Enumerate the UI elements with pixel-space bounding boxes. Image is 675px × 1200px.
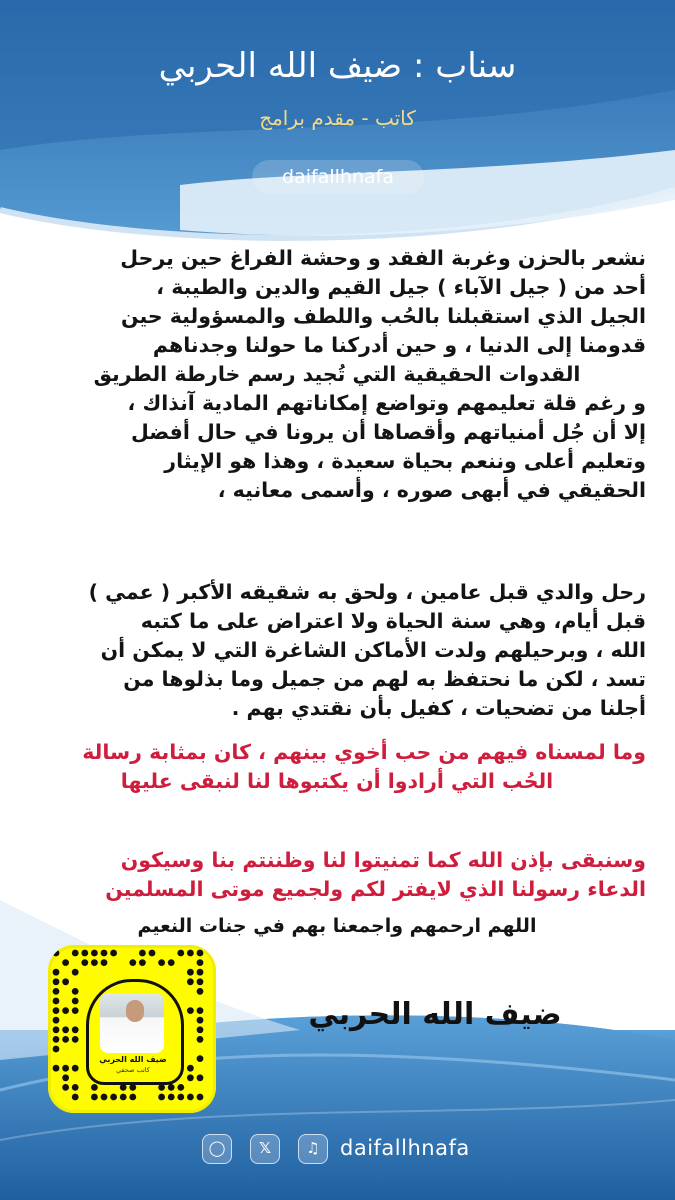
snapcode-dot bbox=[129, 1094, 136, 1101]
snapcode-dot bbox=[53, 1036, 60, 1043]
snapcode-dot bbox=[139, 959, 146, 966]
snapcode-dot bbox=[187, 1007, 194, 1014]
snapcode-dot bbox=[62, 959, 69, 966]
snapcode-dot bbox=[72, 1036, 79, 1043]
text-line: الدعاء رسولنا الذي لايفتر لكم ولجميع موتى المسلمين bbox=[105, 877, 646, 901]
snapcode-dot bbox=[158, 959, 165, 966]
page-subtitle: كاتب - مقدم برامج bbox=[259, 106, 416, 130]
snapcode-dot bbox=[177, 1094, 184, 1101]
snapcode-dot bbox=[53, 1046, 60, 1053]
snapcode-dot bbox=[72, 998, 79, 1005]
snapcode-dot bbox=[62, 978, 69, 985]
snapcode-dot bbox=[197, 1007, 204, 1014]
snapcode-dot bbox=[53, 988, 60, 995]
page-title: سناب : ضيف الله الحربي bbox=[158, 46, 517, 86]
text-line: قبل أيام، وهي سنة الحياة ولا اعتراض على ما كتبه bbox=[140, 609, 646, 633]
snapcode-dot bbox=[72, 1026, 79, 1033]
snapcode-dot bbox=[72, 988, 79, 995]
snapcode-dot bbox=[62, 1084, 69, 1091]
snapcode-dot bbox=[197, 978, 204, 985]
text-line: الله ، وبرحيلهم ولدت الأماكن الشاغرة التي لا يمكن أن bbox=[100, 638, 646, 662]
snapcode-dot bbox=[197, 959, 204, 966]
snapcode-dot bbox=[187, 1074, 194, 1081]
snapcode-role: كاتب صحفي bbox=[116, 1066, 150, 1074]
paragraph-2 bbox=[28, 578, 646, 723]
text-line: الحقيقي في أبهى صوره ، وأسمى معانيه ، bbox=[217, 478, 646, 502]
snapcode-dot bbox=[197, 1026, 204, 1033]
snapcode-dot bbox=[110, 950, 117, 957]
text-line: وتعليم أعلى وننعم بحياة سعيدة ، وهذا هو الإيثار bbox=[164, 449, 646, 473]
text-line: رحل والدي قبل عامين ، ولحق به شقيقه الأكبر ( عمي ) bbox=[88, 580, 646, 604]
text-line: أجلنا من تضحيات ، كفيل بأن نقتدي بهم . bbox=[231, 696, 646, 720]
paragraph-4 bbox=[28, 846, 646, 904]
text-line: و رغم قلة تعليمهم وتواضع إمكاناتهم المادية آنذاك ، bbox=[127, 391, 646, 415]
snapcode-dot bbox=[177, 1084, 184, 1091]
snapcode-dot bbox=[72, 950, 79, 957]
snapcode-dot bbox=[187, 1094, 194, 1101]
snapcode-dot bbox=[91, 959, 98, 966]
snapcode-dot bbox=[62, 1026, 69, 1033]
snapcode[interactable] bbox=[48, 945, 216, 1113]
snapcode-dot bbox=[197, 1094, 204, 1101]
tiktok-icon[interactable]: ♫ bbox=[298, 1134, 328, 1164]
snapcode-dot bbox=[53, 1017, 60, 1024]
paragraph-1 bbox=[28, 244, 646, 505]
snapcode-dot bbox=[72, 969, 79, 976]
snapcode-dot bbox=[91, 1094, 98, 1101]
snapcode-dot bbox=[101, 950, 108, 957]
snapcode-dot bbox=[197, 1017, 204, 1024]
snapcode-dot bbox=[53, 978, 60, 985]
snapcode-dot bbox=[53, 1007, 60, 1014]
text-line: الجيل الذي استقبلنا بالحُب واللطف والمسؤولية حين bbox=[121, 304, 646, 328]
snapcode-dot bbox=[197, 950, 204, 957]
text-line: وما لمسناه فيهم من حب أخوي بينهم ، كان بمثابة رسالة bbox=[82, 740, 646, 764]
snapcode-dot bbox=[72, 1084, 79, 1091]
snapcode-dot bbox=[187, 978, 194, 985]
signature: ضيف الله الحربي bbox=[308, 997, 562, 1032]
text-line: الحُب التي أرادوا أن يكتبوها لنا لنبقى عليها bbox=[120, 769, 554, 793]
snapcode-dot bbox=[168, 959, 175, 966]
closing-prayer bbox=[28, 912, 646, 941]
paragraph-3 bbox=[28, 738, 646, 796]
snapcode-dot bbox=[197, 1055, 204, 1062]
snapcode-dot bbox=[62, 1065, 69, 1072]
snapcode-dot bbox=[158, 1094, 165, 1101]
text-line: نشعر بالحزن وغربة الفقد و وحشة الفراغ حين يرحل bbox=[120, 246, 646, 270]
snapcode-dot bbox=[187, 969, 194, 976]
text-line: تسد ، لكن ما نحتفظ به لهم من جميل وما بذلوها من bbox=[123, 667, 646, 691]
text-line: وسنبقى بإذن الله كما تمنيتوا لنا وظننتم بنا وسيكون bbox=[120, 848, 646, 872]
text-line: اللهم ارحمهم واجمعنا بهم في جنات النعيم bbox=[137, 915, 537, 937]
snapcode-dot bbox=[139, 950, 146, 957]
snapcode-dot bbox=[62, 1036, 69, 1043]
x-icon[interactable]: 𝕏 bbox=[250, 1134, 280, 1164]
snapcode-dot bbox=[197, 1074, 204, 1081]
snapcode-dot bbox=[72, 1007, 79, 1014]
snapcode-dot bbox=[53, 998, 60, 1005]
handle-badge: daifallhnafa bbox=[252, 160, 424, 194]
snapcode-dot bbox=[81, 959, 88, 966]
snapcode-dot bbox=[53, 950, 60, 957]
snapcode-dot bbox=[72, 1065, 79, 1072]
snapcode-dot bbox=[101, 959, 108, 966]
snapcode-dot bbox=[120, 1094, 127, 1101]
snapcode-dot bbox=[197, 969, 204, 976]
text-line: القدوات الحقيقية التي تُجيد رسم خارطة الطريق bbox=[93, 362, 581, 386]
snapcode-dot bbox=[110, 1094, 117, 1101]
snapcode-dot bbox=[197, 988, 204, 995]
snapcode-dot bbox=[53, 1026, 60, 1033]
snapcode-dot bbox=[120, 1084, 127, 1091]
snapcode-dot bbox=[187, 1065, 194, 1072]
snapcode-dot bbox=[81, 950, 88, 957]
snapcode-dot bbox=[168, 1084, 175, 1091]
snapcode-dot bbox=[91, 950, 98, 957]
snapcode-dot bbox=[129, 959, 136, 966]
snapcode-dot bbox=[91, 1084, 98, 1091]
snapcode-name: ضيف الله الحربي bbox=[99, 1055, 167, 1064]
snapcode-dot bbox=[197, 1036, 204, 1043]
footer-handle[interactable]: daifallhnafa bbox=[340, 1136, 470, 1160]
snapcode-dot bbox=[168, 1094, 175, 1101]
snapcode-dot bbox=[62, 1074, 69, 1081]
text-line: إلا أن جُل أمنياتهم وأقصاها أن يرونا في حال أفضل bbox=[130, 420, 646, 444]
text-line: قدومنا إلى الدنيا ، و حين أدركنا ما حولنا وجدناهم bbox=[152, 333, 646, 357]
snapcode-dot bbox=[129, 1084, 136, 1091]
snapcode-dot bbox=[177, 950, 184, 957]
text-line: أحد من ( جيل الآباء ) جيل القيم والدين والطيبة ، bbox=[156, 275, 646, 299]
snapcode-dot bbox=[101, 1094, 108, 1101]
snapcode-dot bbox=[72, 1094, 79, 1101]
snapcode-dot bbox=[62, 1007, 69, 1014]
snapcode-dot bbox=[149, 950, 156, 957]
snapcode-dot bbox=[158, 1084, 165, 1091]
snapcode-dot bbox=[187, 950, 194, 957]
avatar-face bbox=[126, 1000, 144, 1022]
snapcode-dot bbox=[53, 969, 60, 976]
snapchat-icon[interactable]: ◯ bbox=[202, 1134, 232, 1164]
snapcode-dot bbox=[53, 1065, 60, 1072]
